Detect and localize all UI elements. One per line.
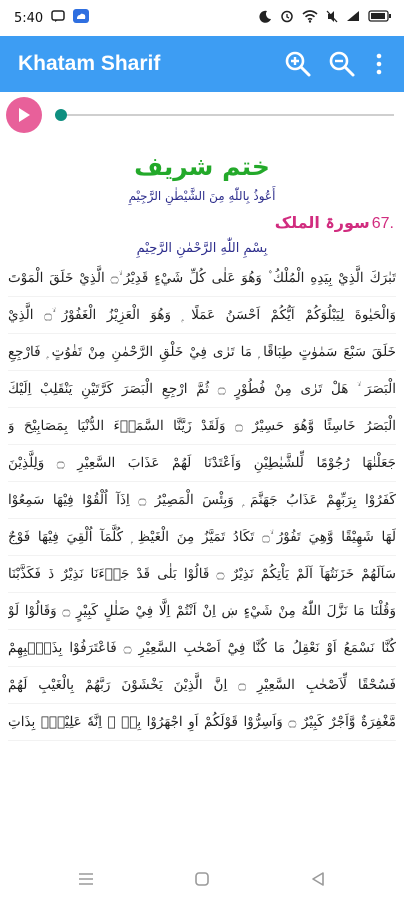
app-title: Khatam Sharif [18, 52, 161, 75]
verse-line: سَاَلَهُمْ خَزَنَتُهَآ اَلَمْ يَاْتِكُمْ نَذِيْرٌ ۝ قَالُوْا بَلٰى قَدْ جَاۗءَنَا نَذِيْرٌ ڏ فَكَذَّبْنَا [8, 556, 396, 593]
overflow-menu-icon [376, 53, 382, 75]
signal-icon [346, 10, 360, 26]
night-mode-icon [259, 10, 272, 27]
mute-icon [326, 10, 338, 27]
verse-line: جَعَلْنٰهَا رُجُوْمًا لِّلشَّيٰطِيْنِ وَاَعْتَدْنَا لَهُمْ عَذَابَ السَّعِيْرِ ۝ وَلِلَّذِيْنَ [8, 445, 396, 482]
verse-line: وَالْحَيٰوةَ لِيَبْلُوَكُمْ اَيُّكُمْ اَحْسَنُ عَمَلًا ۭ وَهُوَ الْعَزِيْزُ الْغَفُوْرُ ۙ۝ الَّذِيْ [8, 297, 396, 334]
home-button[interactable] [172, 861, 232, 897]
verse-line: كُنَّا نَسْمَعُ اَوْ نَعْقِلُ مَا كُنَّا فِيْٓ اَصْحٰبِ السَّعِيْرِ ۝ فَاعْتَرَفُوْا بِذَنْۢبِهِمْ [8, 630, 396, 667]
verse-line: الْبَصَرُ خَاسِئًا وَّهُوَ حَسِيْرٌ ۝ وَلَقَدْ زَيَّنَّا السَّمَاۗءَ الدُّنْيَا بِمَصَابِيْحَ وَ [8, 408, 396, 445]
play-icon [17, 107, 31, 123]
cloud-icon [73, 9, 89, 27]
surah-header [0, 213, 404, 233]
verse-line: كَفَرُوْا بِرَبِّهِمْ عَذَابُ جَهَنَّمَ ۭ وَبِئْسَ الْمَصِيْرُ ۝ اِذَآ اُلْقُوْا فِيْهَا سَمِعُوْا [8, 482, 396, 519]
audio-player [0, 92, 404, 138]
quran-content[interactable] [0, 140, 404, 858]
back-button[interactable] [288, 861, 348, 897]
verse-line: مَّغْفِرَةٌ وَّاَجْرٌ كَبِيْرٌ ۝ وَاَسِرُّوْا قَوْلَكُمْ اَوِ اجْهَرُوْا بِهٖ ۭ اِنَّهٗ عَلِيْمٌۢ بِذَاتِ [8, 704, 396, 741]
zoom-in-button[interactable] [276, 42, 320, 86]
wifi-icon [302, 10, 318, 27]
message-icon [51, 10, 65, 26]
status-time: 5:40 [14, 10, 44, 26]
battery-icon [368, 10, 392, 26]
zoom-out-button[interactable] [320, 42, 364, 86]
app-bar [0, 36, 404, 92]
surah-name: سورۃ الملک [274, 213, 370, 232]
recents-icon [78, 873, 94, 885]
audio-seekbar[interactable] [58, 114, 394, 116]
verse-line: لَهَا شَهِيْقًا وَّهِيَ تَفُوْرُ ۙ۝ تَكَادُ تَمَيَّزُ مِنَ الْغَيْظِ ۭ كُلَّمَآ اُلْقِيَ فِيْهَا فَوْجٌ [8, 519, 396, 556]
overflow-menu-button[interactable] [364, 42, 394, 86]
page-title: ختم شریف [134, 152, 270, 181]
verse-line: الْبَصَرَ ۙ هَلْ تَرٰى مِنْ فُطُوْرٍ ۝ ثُمَّ ارْجِعِ الْبَصَرَ كَرَّتَيْنِ يَنْقَلِبْ اِلَيْكَ [8, 371, 396, 408]
verse-line: تَبٰرَكَ الَّذِيْ بِيَدِهِ الْمُلْكُ ۫ وَهُوَ عَلٰى كُلِّ شَيْءٍ قَدِيْرُ ۙ۝ الَّذِيْ خَلَقَ الْمَوْتَ [8, 260, 396, 297]
zoom-in-icon [284, 50, 312, 78]
recents-button[interactable] [56, 861, 116, 897]
system-nav-bar [0, 858, 404, 900]
verse-line: فَسُحْقًا لِّاَصْحٰبِ السَّعِيْرِ ۝ اِنَّ الَّذِيْنَ يَخْشَوْنَ رَبَّهُمْ بِالْغَيْبِ لَهُمْ [8, 667, 396, 704]
verse-lines [0, 260, 404, 741]
status-right [259, 9, 392, 27]
seekbar-thumb[interactable] [55, 109, 67, 121]
verse-line: وَقُلْنَا مَا نَزَّلَ اللّٰهُ مِنْ شَيْءٍ ښ اِنْ اَنْتُمْ اِلَّا فِيْ ضَلٰلٍ كَبِيْرٍ ۝ وَقَالُوْا لَوْ [8, 593, 396, 630]
taawuz-text: أَعُوذُ بِاللّٰهِ مِنَ الشَّيْطٰنِ الرَّجِيْمِ [128, 189, 276, 203]
zoom-out-icon [328, 50, 356, 78]
alarm-icon [280, 9, 294, 27]
status-bar [0, 0, 404, 36]
status-left [14, 9, 89, 27]
bismillah: بِسْمِ اللّٰهِ الرَّحْمٰنِ الرَّحِيْمِ [136, 241, 268, 256]
play-button[interactable] [6, 97, 42, 133]
back-icon [312, 872, 324, 886]
home-icon [195, 872, 209, 886]
verse-line: خَلَقَ سَبْعَ سَمٰوٰتٍ طِبَاقًا ۭ مَا تَرٰى فِيْ خَلْقِ الرَّحْمٰنِ مِنْ تَفٰوُتٍ ۭ فَارْجِعِ [8, 334, 396, 371]
surah-number: 67. [371, 215, 394, 232]
